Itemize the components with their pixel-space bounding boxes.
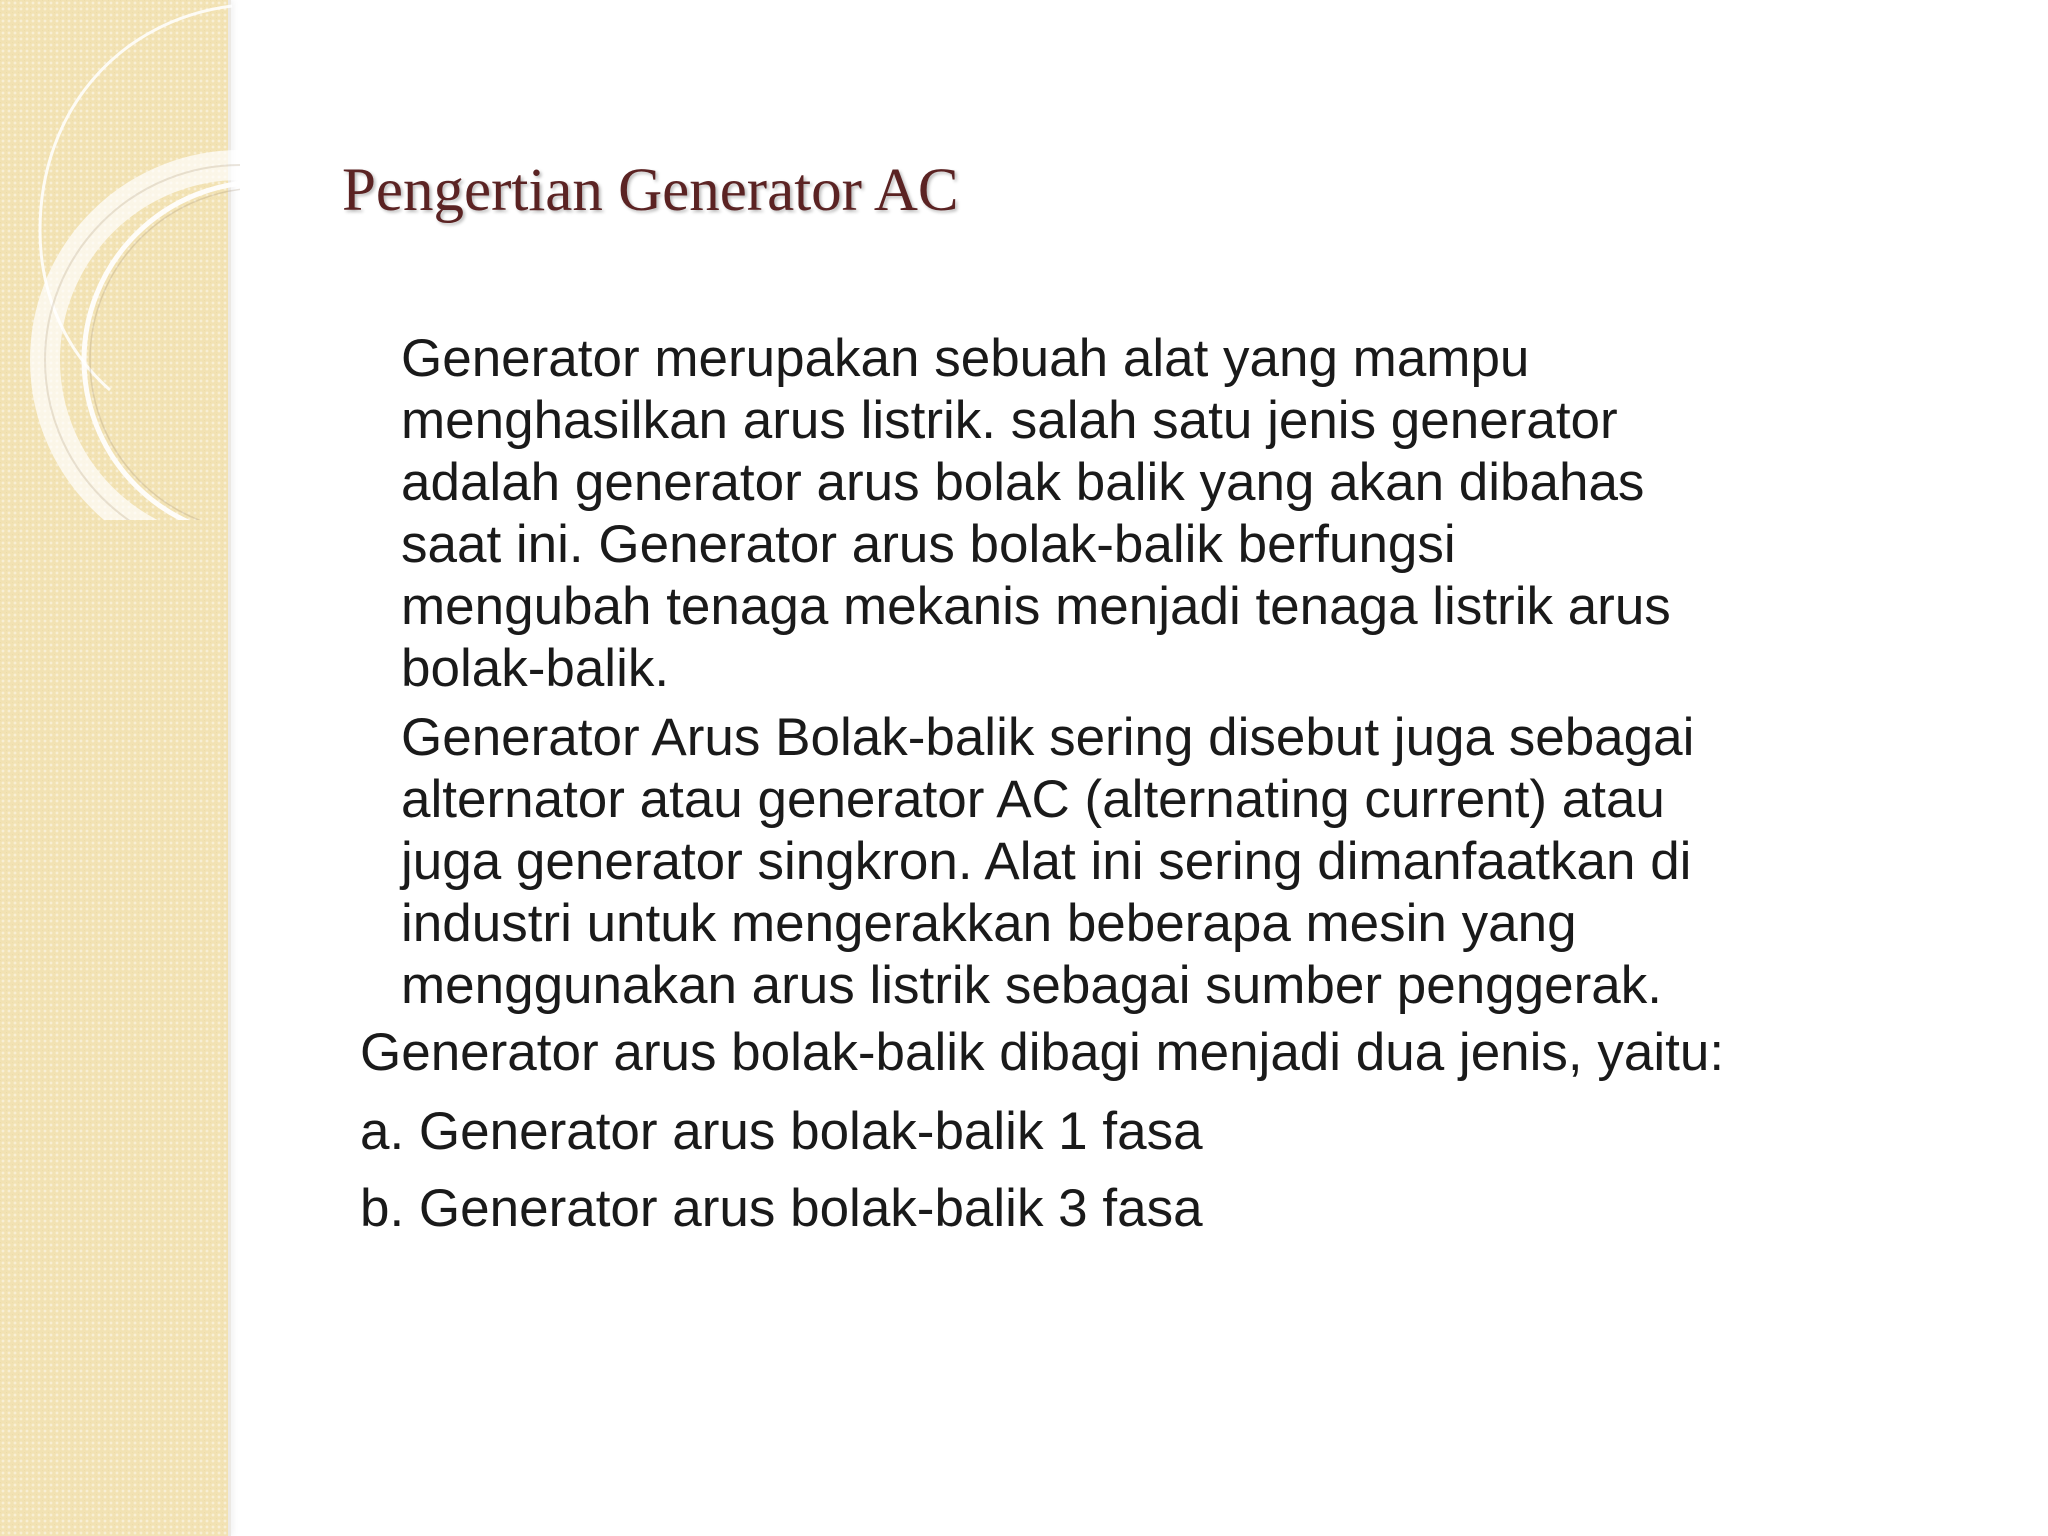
paragraph-line: juga generator singkron. Alat ini sering dimanfaatkan di <box>401 832 1692 891</box>
paragraph-line: bolak-balik. <box>401 639 670 698</box>
paragraph-line: adalah generator arus bolak balik yang akan dibahas <box>401 453 1645 512</box>
paragraph-line: menggunakan arus listrik sebagai sumber penggerak. <box>401 956 1662 1015</box>
slide-title: Pengertian Generator AC <box>342 157 959 224</box>
types-intro-line: Generator arus bolak-balik dibagi menjadi dua jenis, yaitu: <box>360 1023 1725 1082</box>
decorative-rings-graphic <box>0 0 240 520</box>
paragraph-alternator <box>401 707 1973 1017</box>
list-item-1-phase: a. Generator arus bolak-balik 1 fasa <box>360 1102 1203 1161</box>
paragraph-line: saat ini. Generator arus bolak-balik berfungsi <box>401 515 1456 574</box>
paragraph-line: menghasilkan arus listrik. salah satu jenis generator <box>401 391 1618 450</box>
paragraph-line: Generator merupakan sebuah alat yang mampu <box>401 329 1530 388</box>
paragraph-line: mengubah tenaga mekanis menjadi tenaga listrik arus <box>401 577 1671 636</box>
list-item-3-phase: b. Generator arus bolak-balik 3 fasa <box>360 1179 1203 1238</box>
paragraph-definition <box>401 328 1973 700</box>
paragraph-line: industri untuk mengerakkan beberapa mesin yang <box>401 894 1577 953</box>
paragraph-line: alternator atau generator AC (alternating current) atau <box>401 770 1665 829</box>
paragraph-line: Generator Arus Bolak-balik sering disebut juga sebagai <box>401 708 1695 767</box>
